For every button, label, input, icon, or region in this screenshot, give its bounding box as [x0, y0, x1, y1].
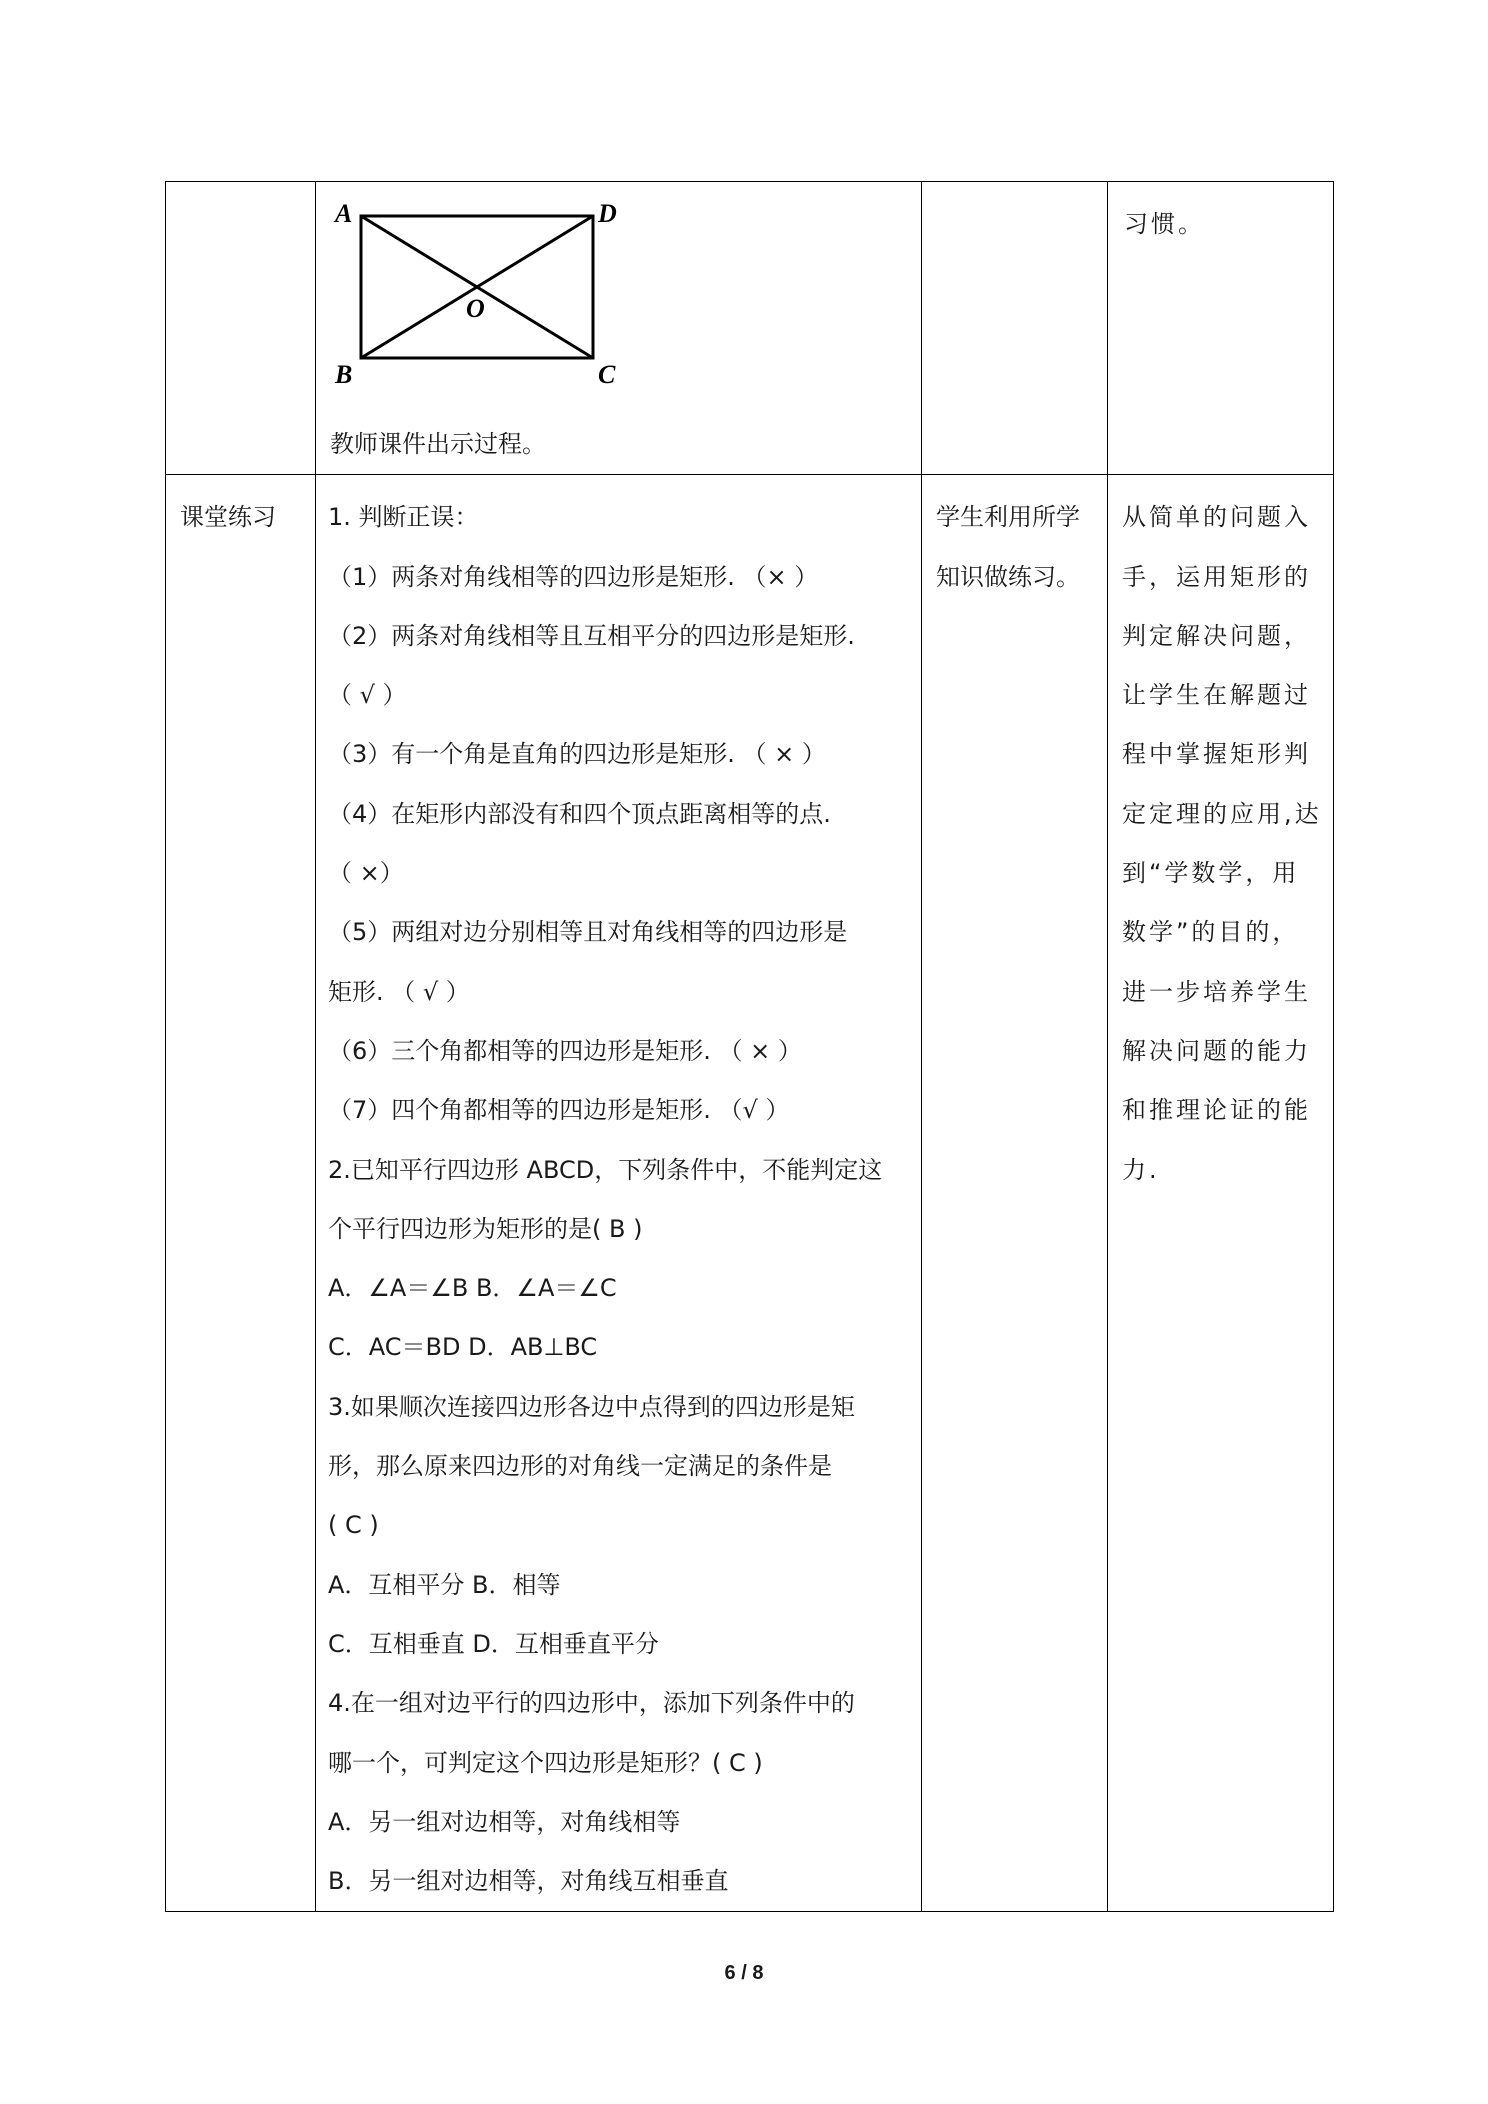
text-line: 和推理论证的能	[1122, 1096, 1311, 1125]
category-cell	[166, 182, 316, 475]
design-note: 习惯。	[1124, 210, 1205, 238]
exercise-line: C．互相垂直 D．互相垂直平分	[328, 1629, 659, 1658]
exercise-line: 矩形. （ √ ）	[328, 977, 470, 1006]
exercise-line: C．AC＝BD D．AB⊥BC	[328, 1333, 598, 1362]
text-line: 程中掌握矩形判	[1122, 740, 1311, 769]
table-row	[166, 182, 1334, 475]
vertex-label-c: C	[598, 360, 616, 389]
text-line: 到“学数学，用	[1122, 859, 1300, 888]
content-cell	[316, 182, 922, 475]
center-label-o: O	[466, 294, 485, 323]
student-activity-cell	[922, 182, 1108, 475]
text-line: 让学生在解题过	[1122, 681, 1311, 710]
text-line: 进一步培养学生	[1122, 977, 1311, 1006]
exercise-line: A．∠A＝∠B B．∠A＝∠C	[328, 1274, 617, 1303]
exercise-line: 3.如果顺次连接四边形各边中点得到的四边形是矩	[328, 1392, 855, 1421]
exercise-line: A．另一组对边相等，对角线相等	[328, 1807, 681, 1836]
design-intent-cell	[1108, 475, 1334, 1912]
content-cell	[316, 475, 922, 1912]
exercise-line: （ √ ）	[328, 681, 407, 710]
exercise-line: 个平行四边形为矩形的是( B )	[328, 1214, 643, 1243]
exercise-line: 哪一个，可判定这个四边形是矩形？( C )	[328, 1748, 763, 1777]
text-line: 学生利用所学	[936, 503, 1080, 532]
text-line: 定定理的应用,达	[1122, 799, 1322, 828]
exercise-line: 1. 判断正误：	[328, 503, 479, 532]
exercise-line: 2.已知平行四边形 ABCD，下列条件中，不能判定这	[328, 1155, 883, 1184]
figure-caption: 教师课件出示过程。	[330, 430, 546, 458]
category-label: 课堂练习	[180, 503, 276, 532]
exercise-line: A．互相平分 B．相等	[328, 1570, 561, 1599]
design-intent-cell	[1108, 182, 1334, 475]
text-line: 数学”的目的，	[1122, 918, 1300, 947]
student-activity-text	[922, 475, 1107, 607]
text-line: 判定解决问题，	[1122, 621, 1311, 650]
exercise-line: B．另一组对边相等，对角线互相垂直	[328, 1867, 729, 1896]
design-intent-text	[1108, 475, 1333, 1200]
rectangle-diagram	[330, 200, 630, 405]
exercise-line: （4）在矩形内部没有和四个顶点距离相等的点.	[328, 799, 831, 828]
exercise-line: 4.在一组对边平行的四边形中，添加下列条件中的	[328, 1689, 855, 1718]
text-line: 解决问题的能力	[1122, 1036, 1311, 1065]
exercise-line: （3）有一个角是直角的四边形是矩形. （ × ）	[328, 740, 826, 769]
exercise-line: ( C )	[328, 1511, 379, 1540]
text-line: 知识做练习。	[936, 562, 1080, 591]
exercise-line: （1）两条对角线相等的四边形是矩形. （× ）	[328, 562, 819, 591]
exercise-line: （5）两组对边分别相等且对角线相等的四边形是	[328, 918, 848, 947]
exercise-line: （2）两条对角线相等且互相平分的四边形是矩形.	[328, 621, 855, 650]
vertex-label-d: D	[598, 200, 617, 228]
lesson-table	[165, 181, 1334, 1912]
text-line: 手，运用矩形的	[1122, 562, 1311, 591]
table-row	[166, 475, 1334, 1912]
exercise-line: （7）四个角都相等的四边形是矩形. （√ ）	[328, 1096, 790, 1125]
category-cell	[166, 475, 316, 1912]
exercise-line: （6）三个角都相等的四边形是矩形. （ × ）	[328, 1036, 802, 1065]
exercise-line: （ ×）	[328, 859, 404, 888]
vertex-label-a: A	[335, 200, 353, 228]
text-line: 力.	[1122, 1155, 1160, 1184]
text-line: 从简单的问题入	[1122, 503, 1311, 532]
exercise-line: 形，那么原来四边形的对角线一定满足的条件是	[328, 1452, 832, 1481]
vertex-label-b: B	[335, 360, 353, 389]
page-number: 6 / 8	[724, 1962, 764, 1984]
exercise-list	[316, 475, 921, 1911]
student-activity-cell	[922, 475, 1108, 1912]
